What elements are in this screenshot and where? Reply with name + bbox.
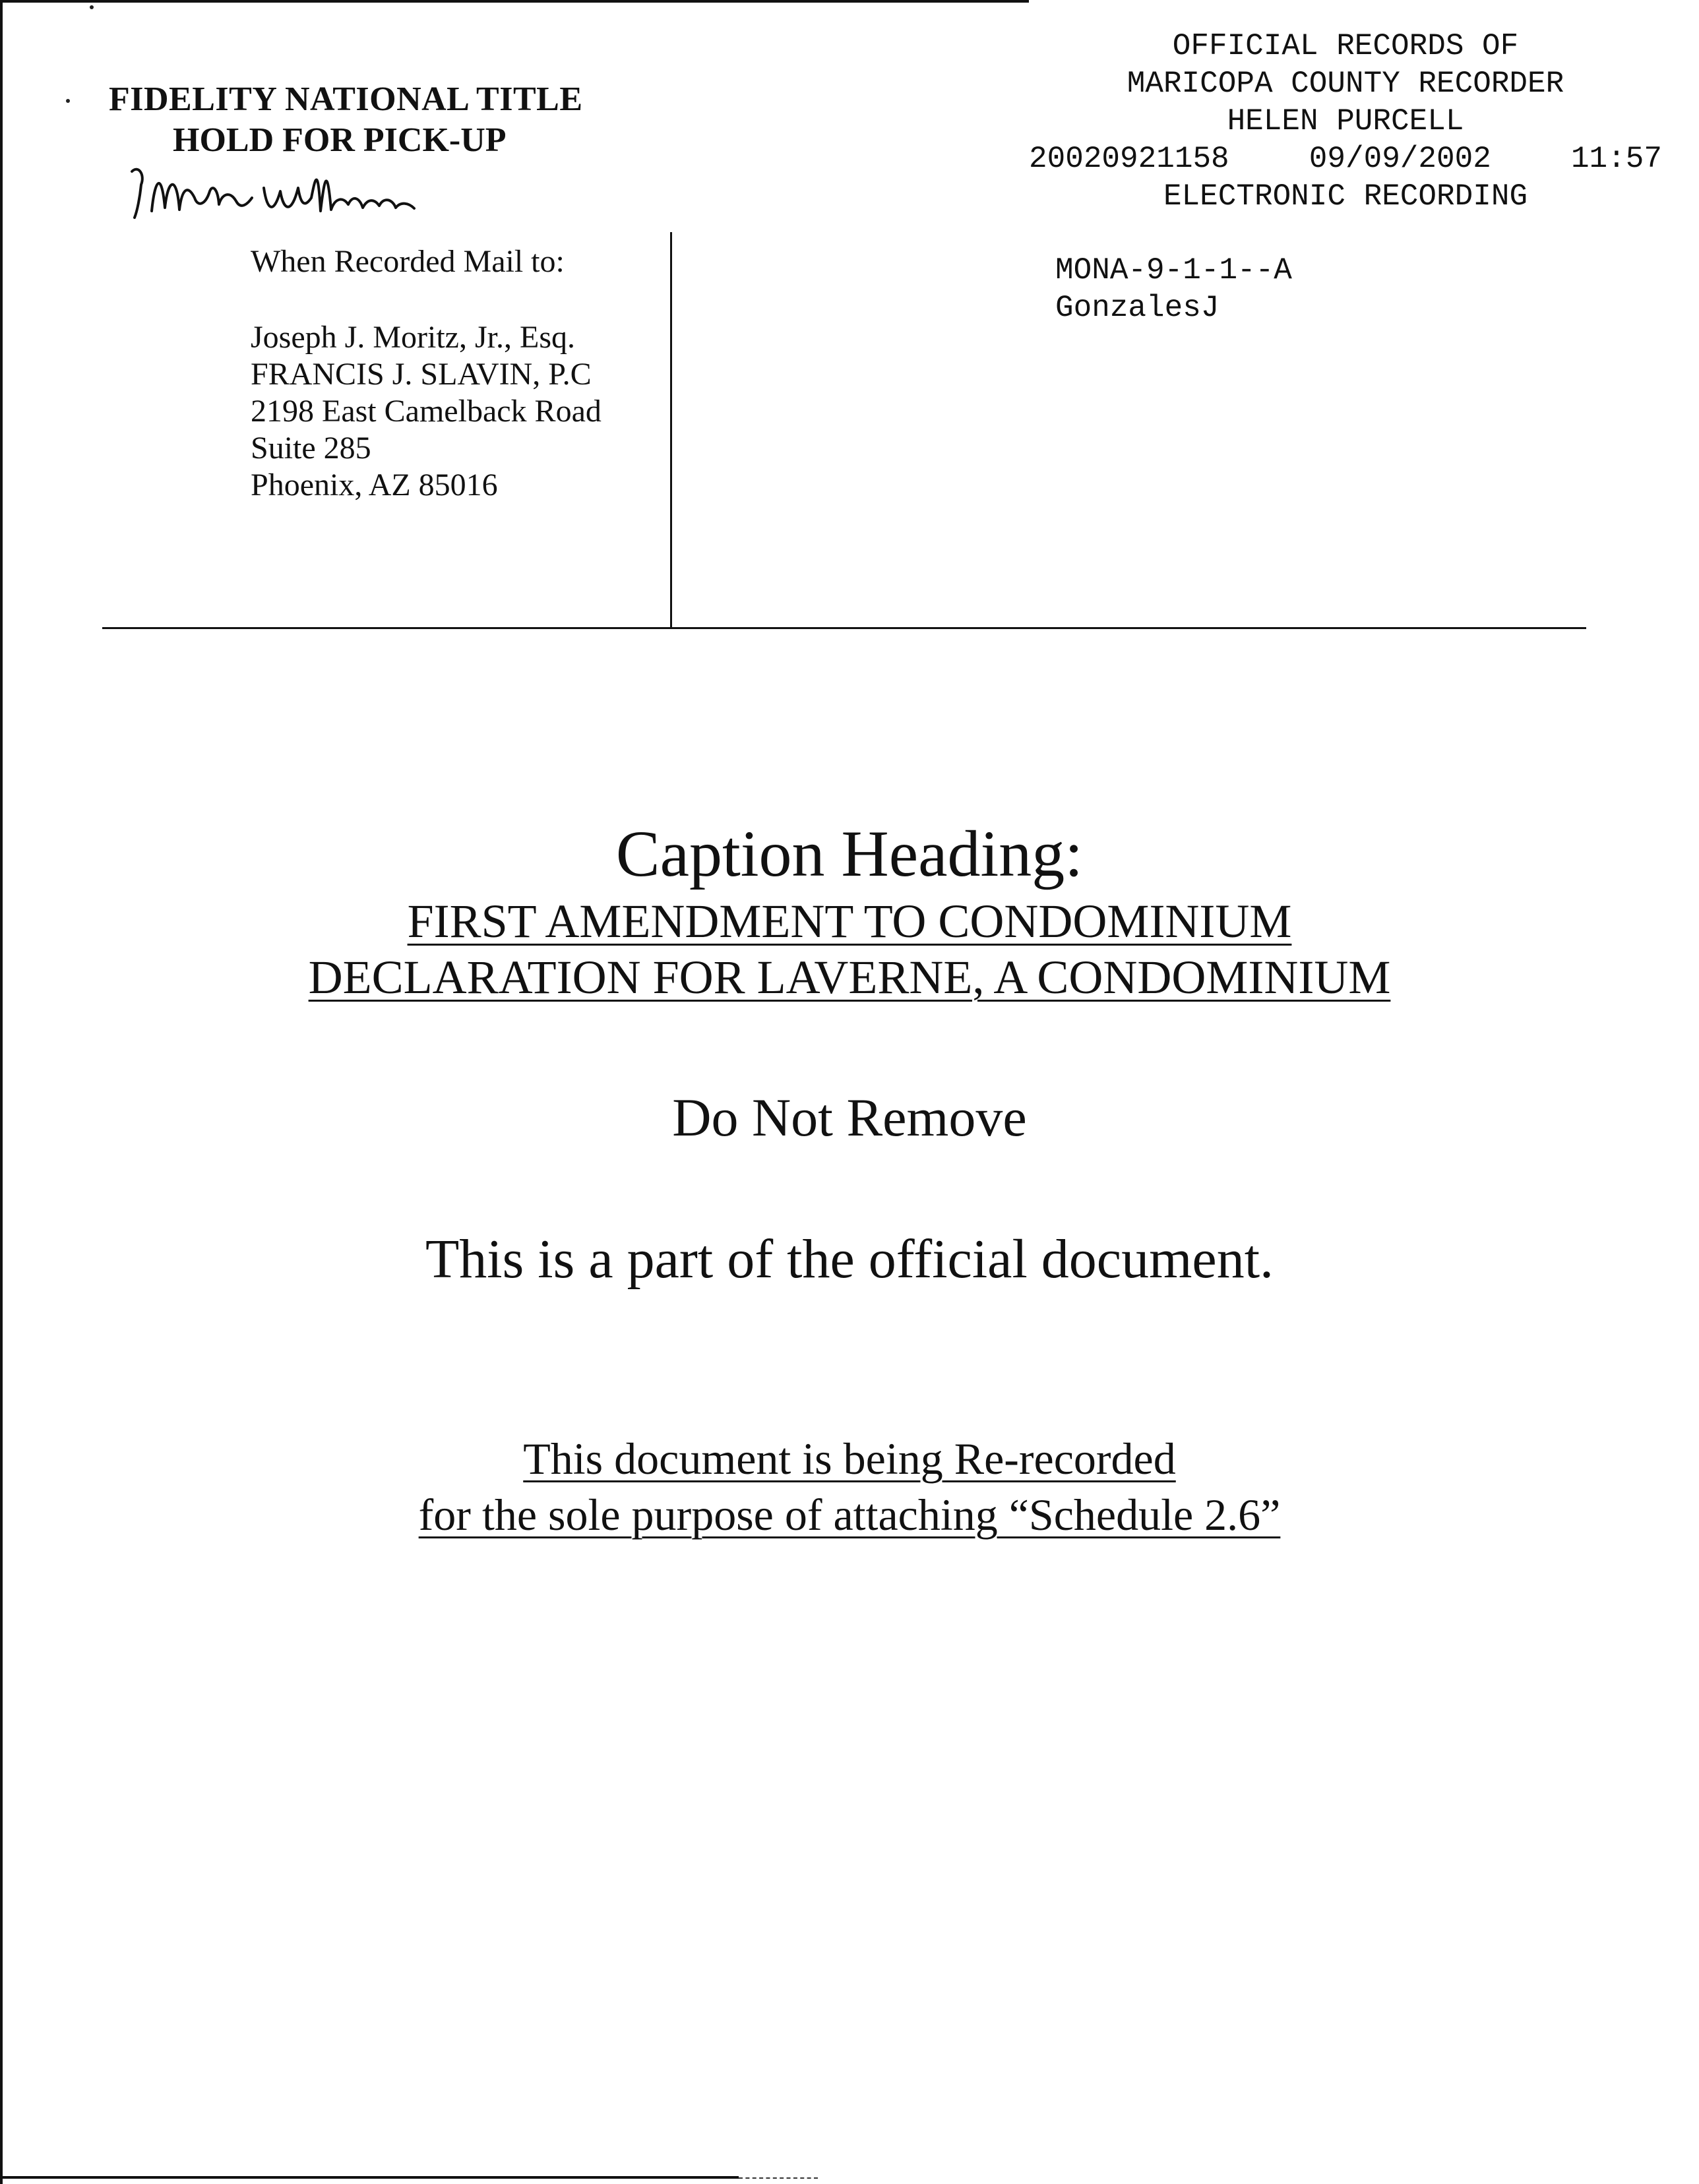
vertical-divider (670, 232, 672, 629)
address-line: Joseph J. Moritz, Jr., Esq. (251, 320, 575, 355)
recorder-line2: MARICOPA COUNTY RECORDER (1127, 67, 1564, 101)
stamp-line1: FIDELITY NATIONAL TITLE (109, 80, 583, 118)
batch-info (1055, 252, 1292, 327)
address-line: Suite 285 (251, 431, 371, 466)
bullet-dot (66, 99, 70, 103)
record-date: 09/09/2002 (1309, 142, 1491, 176)
official-document-notice: This is a part of the official document. (425, 1228, 1274, 1290)
recorder-stamp (1029, 28, 1662, 216)
batch-code: MONA-9-1-1--A (1055, 253, 1292, 288)
rerecorded-notice-line1: This document is being Re-recorded (523, 1434, 1176, 1484)
scan-top-border (0, 0, 1029, 3)
address-line: 2198 East Camelback Road (251, 394, 602, 429)
mail-to-label: When Recorded Mail to: (251, 244, 565, 279)
horizontal-divider (102, 627, 1586, 629)
document-title-line2: DECLARATION FOR LAVERNE, A CONDOMINIUM (308, 951, 1391, 1004)
handwritten-signature (125, 152, 495, 224)
caption-heading: Caption Heading: (615, 817, 1084, 890)
document-title-line1: FIRST AMENDMENT TO CONDOMINIUM (407, 895, 1292, 948)
address-line: FRANCIS J. SLAVIN, P.C (251, 357, 592, 392)
record-number: 20020921158 (1029, 142, 1229, 176)
recorder-line3: HELEN PURCELL (1227, 104, 1464, 138)
recorder-line5: ELECTRONIC RECORDING (1163, 179, 1528, 214)
scan-bottom-border (0, 2176, 739, 2179)
do-not-remove-notice: Do Not Remove (672, 1087, 1027, 1147)
recorder-line1: OFFICIAL RECORDS OF (1172, 29, 1519, 63)
mail-to-address (251, 319, 602, 504)
address-line: Phoenix, AZ 85016 (251, 468, 498, 502)
rerecorded-notice-line2: for the sole purpose of attaching “Schedule 2.6” (418, 1490, 1281, 1540)
clerk-name: GonzalesJ (1055, 291, 1220, 325)
scan-speck (90, 5, 94, 9)
stamp-line2: HOLD FOR PICK-UP (173, 121, 507, 159)
record-time: 11:57 (1570, 142, 1662, 176)
recording-meta (1029, 140, 1662, 178)
scan-bottom-dash (739, 2177, 818, 2179)
